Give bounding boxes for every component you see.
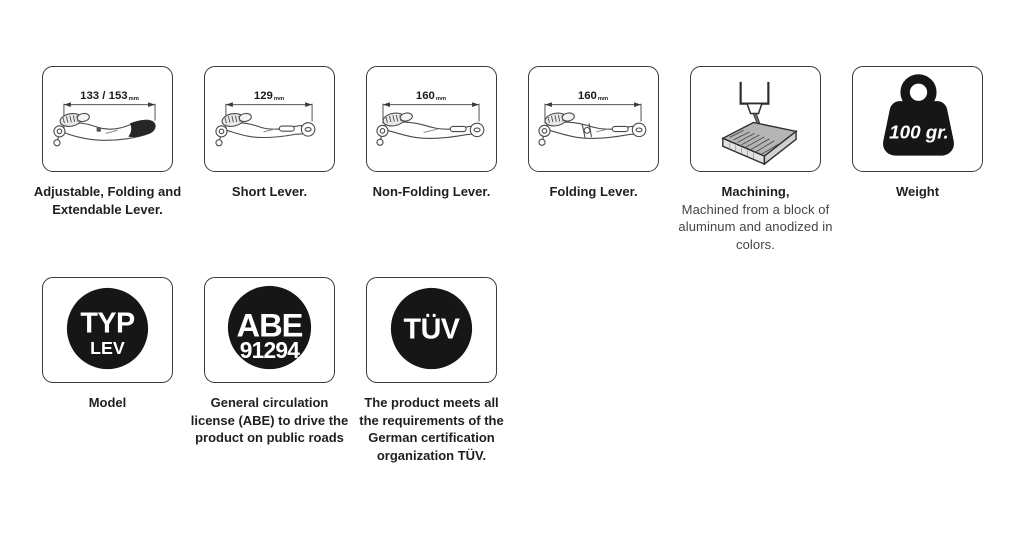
short-lever-diagram — [204, 66, 335, 172]
machining-icon — [692, 68, 819, 170]
tile-caption: Short Lever. — [231, 184, 308, 199]
feature-tile-adjustable-lever — [33, 66, 182, 218]
feature-tile-non-folding-lever — [366, 66, 497, 201]
badge-line2: LEV — [90, 338, 125, 359]
weight-value-label: 100 gr. — [889, 121, 949, 143]
weight-diagram — [852, 66, 983, 172]
tile-caption: The product meets all the requirements of the German certification organization TÜV. — [359, 395, 504, 463]
feature-tile-machining — [678, 66, 833, 253]
machining-diagram — [690, 66, 821, 172]
abe-badge-icon — [206, 279, 333, 381]
feature-tile-model — [42, 277, 173, 412]
badge-line2: 91294 — [239, 337, 300, 364]
tile-caption: Folding Lever. — [549, 184, 638, 199]
tuv-badge-icon — [368, 279, 495, 381]
machining-title: Machining, — [721, 184, 790, 199]
tile-caption: Weight — [895, 184, 940, 199]
folding-lever-icon — [530, 68, 657, 170]
feature-tile-folding-lever — [528, 66, 659, 201]
badge-line1: ABE — [236, 306, 303, 344]
weight-icon — [854, 68, 981, 170]
tile-caption: General circulation license (ABE) to drive the product on public roads — [190, 395, 349, 445]
machining-description: Machined from a block of aluminum and anodized in colors. — [678, 201, 833, 252]
adjustable-lever-icon — [44, 68, 171, 170]
short-lever-icon — [206, 68, 333, 170]
tile-caption: Non-Folding Lever. — [372, 184, 491, 199]
non-folding-lever-diagram — [366, 66, 497, 172]
dimension-label: 129mm — [253, 90, 285, 103]
feature-tile-tuv-certification — [359, 277, 504, 464]
abe-badge — [204, 277, 335, 383]
adjustable-lever-diagram — [42, 66, 173, 172]
badge-line1: TYP — [80, 307, 135, 340]
folding-lever-diagram — [528, 66, 659, 172]
badge-line1: TÜV — [403, 313, 460, 346]
feature-tile-abe-license — [190, 277, 349, 447]
typ-lev-badge-icon — [44, 279, 171, 381]
dimension-label: 160mm — [577, 90, 609, 103]
tuv-badge — [366, 277, 497, 383]
model-badge — [42, 277, 173, 383]
tile-caption — [677, 183, 835, 253]
tile-caption: Adjustable, Folding and Extendable Lever. — [33, 184, 182, 217]
feature-tile-weight — [852, 66, 983, 201]
dimension-label: 160mm — [415, 90, 447, 103]
dimension-label: 133 / 153mm — [80, 90, 139, 103]
tile-caption: Model — [88, 395, 127, 410]
non-folding-lever-icon — [368, 68, 495, 170]
feature-tile-short-lever — [204, 66, 335, 201]
